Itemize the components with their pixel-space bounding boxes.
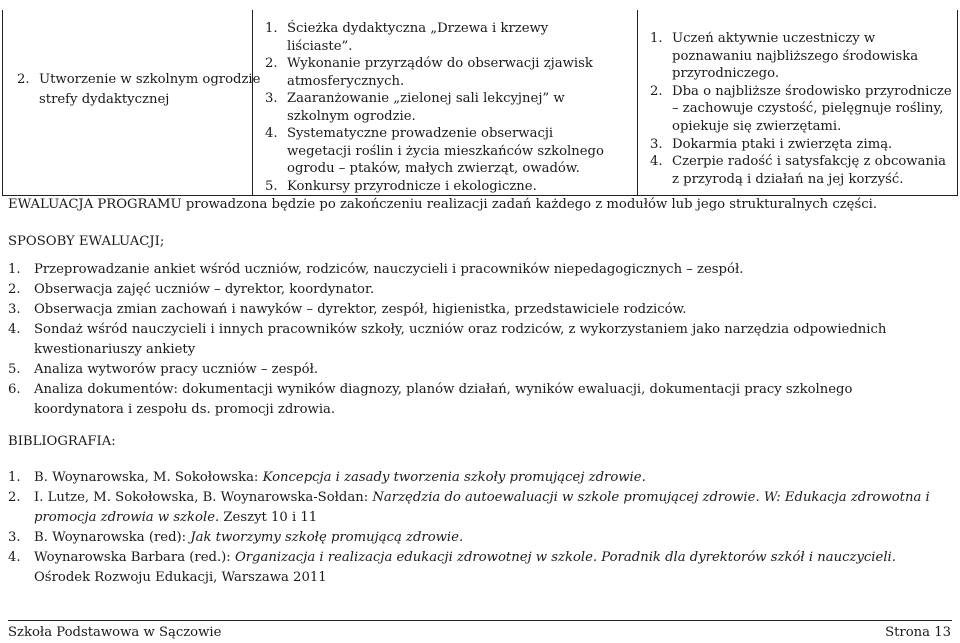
- methods-heading: SPOSOBY EWALUACJI;: [8, 234, 165, 249]
- bibliography-item: 2. I. Lutze, M. Sokołowska, B. Woynarowska-Sołdan: Narzędzia do autoewaluacji w szkole promującej zdrowie. W: Edukacja zdrowotna i promocja zdrowia w szkole. Zeszyt 10 i 11: [8, 490, 930, 525]
- outcome-item: 2. Dba o najbliższe środowisko przyrodnicze – zachowuje czystość, pielęgnuje rośliny, opiekuje się zwierzętami.: [650, 83, 952, 134]
- method-item: 5. Analiza wytworów pracy uczniów – zespół.: [8, 362, 319, 377]
- tasks-list: [265, 20, 615, 195]
- task-item: 5. Konkursy przyrodnicze i ekologiczne.: [265, 178, 537, 194]
- module-column: [3, 10, 261, 195]
- task-item: 2. Wykonanie przyrządów do obserwacji zjawisk atmosferycznych.: [265, 56, 593, 89]
- bibliography-item: 3. B. Woynarowska (red): Jak tworzymy szkołę promującą zdrowie.: [8, 530, 464, 545]
- outcome-item: 1. Uczeń aktywnie uczestniczy w poznawaniu najbliższego środowiska przyrodniczego.: [650, 31, 919, 82]
- footer-page-number: Strona 13: [885, 625, 951, 640]
- bibliography-item: 1. B. Woynarowska, M. Sokołowska: Koncepcja i zasady tworzenia szkoły promującej zdrowie.: [8, 470, 646, 485]
- task-item: 3. Zaaranżowanie „zielonej sali lekcyjnej” w szkolnym ogrodzie.: [265, 91, 565, 124]
- bibliography-item: 4. Woynarowska Barbara (red.): Organizacja i realizacja edukacji zdrowotnej w szkole. Poradnik dla dyrektorów szkół i nauczycieli. Ośrodek Rozwoju Edukacji, Warszawa 2011: [8, 550, 896, 585]
- module-title: Utworzenie w szkolnym ogrodzie strefy dydaktycznej: [39, 72, 261, 107]
- outcome-item: 4. Czerpie radość i satysfakcję z obcowania z przyrodą i działań na jej korzyść.: [650, 154, 947, 187]
- task-item: 1. Ścieżka dydaktyczna „Drzewa i krzewy liściaste”.: [265, 21, 549, 54]
- method-item: 2. Obserwacja zajęć uczniów – dyrektor, koordynator.: [8, 282, 375, 297]
- task-item: 4. Systematyczne prowadzenie obserwacji wegetacji roślin i życia mieszkańców szkolnego ogrodu – ptaków, małych zwierząt, owadów.: [265, 126, 604, 176]
- method-item: 6. Analiza dokumentów: dokumentacji wyników diagnozy, planów działań, wyników ewaluacji, dokumentacji pracy szkolnego koordynatora i zespołu ds. promocji zdrowia.: [8, 382, 853, 417]
- method-item: 3. Obserwacja zmian zachowań i nawyków – dyrektor, zespół, higienistka, przedstawiciele rodziców.: [8, 302, 687, 317]
- module-cell: [17, 70, 269, 110]
- evaluation-paragraph: EWALUACJA PROGRAMU prowadzona będzie po zakończeniu realizacji zadań każdego z modułów lub jego strukturalnych części.: [8, 197, 878, 212]
- methods-list: [8, 260, 936, 420]
- method-item: 4. Sondaż wśród nauczycieli i innych pracowników szkoły, uczniów oraz rodziców, z wykorzystaniem jako narzędzia odpowiednich kwestionariuszy ankiety: [8, 322, 887, 357]
- module-number: 2.: [17, 72, 30, 87]
- footer-school-name: Szkoła Podstawowa w Sączowie: [8, 625, 222, 640]
- bibliography-heading: BIBLIOGRAFIA:: [8, 434, 116, 449]
- program-table: [2, 10, 958, 196]
- outcome-item: 3. Dokarmia ptaki i zwierzęta zimą.: [650, 136, 893, 152]
- footer-divider: [8, 620, 952, 621]
- bibliography-list: [8, 468, 936, 588]
- method-item: 1. Przeprowadzanie ankiet wśród uczniów, rodziców, nauczycieli i pracowników niepedagogicznych – zespół.: [8, 262, 744, 277]
- tasks-column: [253, 10, 638, 195]
- outcomes-list: [650, 30, 956, 188]
- outcomes-column: [638, 10, 959, 195]
